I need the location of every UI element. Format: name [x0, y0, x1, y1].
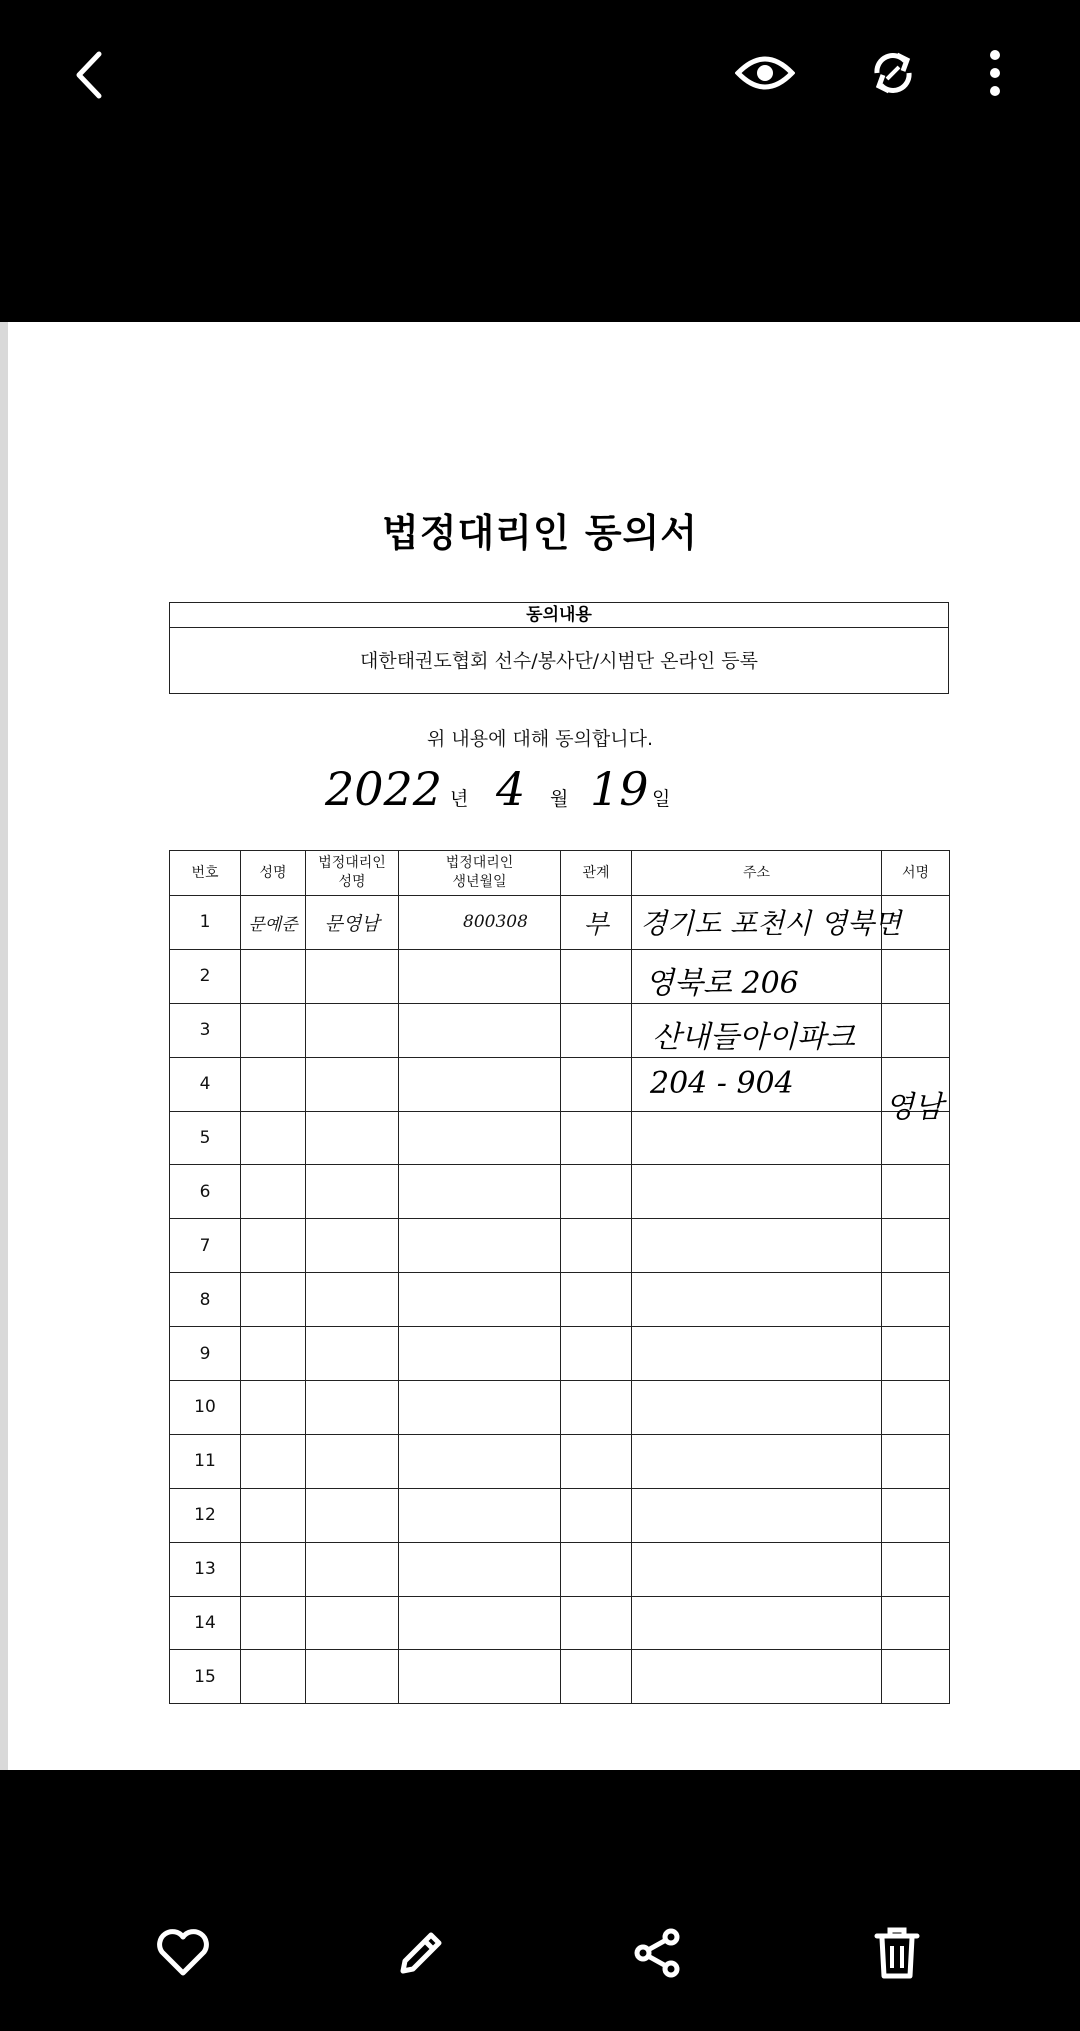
- document-title: 법정대리인 동의서: [382, 511, 698, 555]
- table-row: [170, 1057, 950, 1111]
- bottom-toolbar: [0, 1770, 1080, 2031]
- row-number: 1: [170, 896, 241, 950]
- address-line-1: 경기도 포천시 영북면: [640, 907, 902, 940]
- table-row: [170, 1327, 950, 1381]
- table-row: [170, 1273, 950, 1327]
- header-guardian-birth: 법정대리인 생년월일: [399, 851, 561, 896]
- row-number: 3: [170, 1003, 241, 1057]
- address-line-3: 산내들아이파크: [652, 1020, 855, 1055]
- header-name: 성명: [241, 851, 306, 896]
- consent-body: 대한태권도협회 선수/봉사단/시범단 온라인 등록: [359, 650, 758, 672]
- row-number: 11: [170, 1434, 241, 1488]
- table-row: [170, 1165, 950, 1219]
- more-vertical-icon[interactable]: [975, 40, 1015, 106]
- back-chevron-icon[interactable]: [58, 40, 118, 110]
- table-row: [170, 1488, 950, 1542]
- header-no: 번호: [170, 851, 241, 896]
- header-guardian-name: 법정대리인 성명: [306, 851, 399, 896]
- header-relation: 관계: [561, 851, 632, 896]
- table-row: [170, 1596, 950, 1650]
- date-year-unit: 년: [450, 788, 469, 810]
- date-month-unit: 월: [550, 788, 569, 810]
- table-header-row: [170, 851, 950, 896]
- row-number: 2: [170, 949, 241, 1003]
- eye-icon[interactable]: [732, 40, 798, 106]
- row-number: 7: [170, 1219, 241, 1273]
- row-number: 4: [170, 1057, 241, 1111]
- table-row: [170, 1434, 950, 1488]
- handwritten-signature: 영남: [885, 1090, 943, 1125]
- date-line: [300, 762, 720, 832]
- row1-guardian-birth: 800308: [399, 896, 561, 950]
- table-row: [170, 1111, 950, 1165]
- row-number: 14: [170, 1596, 241, 1650]
- trash-icon[interactable]: [864, 1920, 930, 1986]
- row-number: 13: [170, 1542, 241, 1596]
- consent-header: 동의내용: [170, 603, 948, 628]
- header-signature: 서명: [882, 851, 950, 896]
- share-icon[interactable]: [624, 1920, 690, 1986]
- row1-guardian-name: 문영남: [306, 896, 399, 950]
- date-month: 4: [496, 762, 526, 816]
- rotate-icon[interactable]: [860, 40, 926, 106]
- row-number: 9: [170, 1327, 241, 1381]
- table-row: [170, 1381, 950, 1435]
- row-number: 12: [170, 1488, 241, 1542]
- address-line-2: 영북로 206: [645, 966, 799, 1001]
- row-number: 5: [170, 1111, 241, 1165]
- table-row: [170, 1542, 950, 1596]
- row-number: 8: [170, 1273, 241, 1327]
- date-day: 19: [590, 762, 649, 816]
- table-row: [170, 1219, 950, 1273]
- date-year: 2022: [325, 762, 443, 816]
- header-address: 주소: [632, 851, 882, 896]
- pencil-icon[interactable]: [388, 1920, 454, 1986]
- date-day-unit: 일: [652, 788, 671, 810]
- row-number: 15: [170, 1650, 241, 1704]
- row1-name: 문예준: [241, 896, 306, 950]
- agree-text: 위 내용에 대해 동의합니다.: [426, 728, 654, 750]
- row1-relation: 부: [561, 896, 632, 950]
- table-row: [170, 949, 950, 1003]
- heart-icon[interactable]: [150, 1920, 216, 1986]
- address-line-4: 204 - 904: [650, 1066, 794, 1101]
- table-row: [170, 1650, 950, 1704]
- consent-box: [169, 602, 949, 694]
- row-number: 10: [170, 1381, 241, 1435]
- row-number: 6: [170, 1165, 241, 1219]
- top-toolbar: [0, 0, 1080, 322]
- registration-table: [169, 850, 950, 1704]
- document-image: [0, 322, 1080, 1770]
